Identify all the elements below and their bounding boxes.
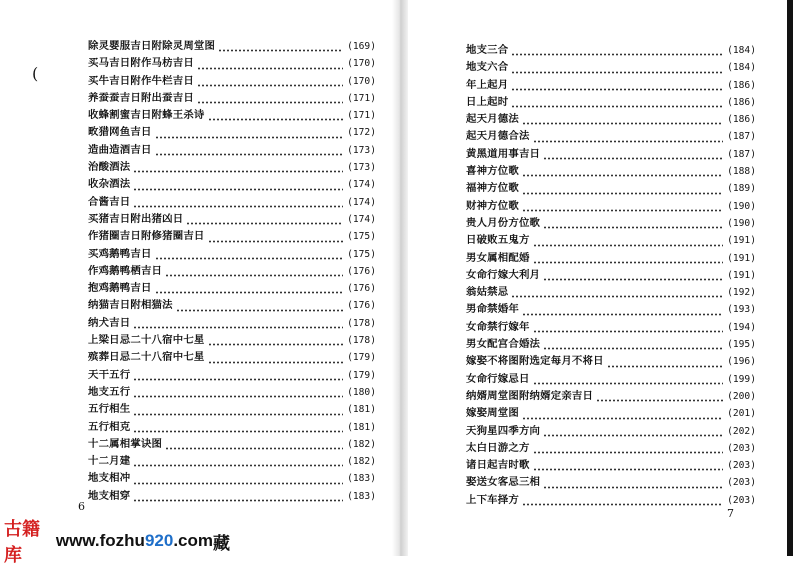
toc-entry-page: (181) xyxy=(347,421,376,433)
toc-entry[interactable] xyxy=(466,111,756,128)
toc-entry-title: 地支三合 xyxy=(466,44,509,56)
toc-entry[interactable] xyxy=(466,474,756,491)
toc-leader-dots xyxy=(511,287,723,298)
toc-entry[interactable] xyxy=(88,384,376,401)
toc-entry[interactable] xyxy=(466,457,756,474)
toc-entry[interactable] xyxy=(88,246,376,263)
toc-entry-page: (191) xyxy=(727,269,756,281)
toc-leader-dots xyxy=(165,266,343,277)
toc-entry-page: (184) xyxy=(727,45,756,56)
left-page xyxy=(0,0,400,556)
toc-entry-page: (188) xyxy=(727,166,756,178)
toc-entry-title: 上下车择方 xyxy=(466,493,519,506)
toc-entry-title: 买马吉日附作马枋吉日 xyxy=(88,57,194,70)
toc-entry-title: 作鸡鹅鸭栖吉日 xyxy=(88,264,163,277)
toc-leader-dots xyxy=(522,495,723,506)
toc-leader-dots xyxy=(533,374,724,385)
toc-entry-title: 纳猫吉日附相猫法 xyxy=(88,299,173,312)
watermark-trailing: 藏 xyxy=(213,533,230,553)
toc-entry-title: 买猪吉日附出猪凶日 xyxy=(88,212,184,225)
toc-entry-page: (189) xyxy=(727,183,756,195)
toc-entry-title: 起天月德合法 xyxy=(466,130,530,143)
toc-entry-title: 男女配宫合婚法 xyxy=(466,338,541,351)
toc-leader-dots xyxy=(511,97,723,108)
toc-entry[interactable] xyxy=(88,470,376,487)
toc-entry-page: (187) xyxy=(727,148,756,160)
toc-entry-page: (183) xyxy=(347,473,376,485)
toc-entry-title: 地支相穿 xyxy=(88,489,131,502)
toc-entry-page: (179) xyxy=(347,369,376,381)
toc-entry-page: (191) xyxy=(727,252,756,264)
toc-entry[interactable] xyxy=(466,42,756,59)
toc-entry[interactable] xyxy=(466,301,756,318)
right-page xyxy=(400,0,793,556)
toc-entry[interactable] xyxy=(88,401,376,418)
toc-leader-dots xyxy=(543,339,723,350)
toc-entry-page: (170) xyxy=(347,75,376,87)
toc-entry-page: (183) xyxy=(347,490,376,502)
toc-entry[interactable] xyxy=(466,180,756,197)
toc-leader-dots xyxy=(522,201,723,212)
toc-entry[interactable] xyxy=(88,194,376,211)
toc-list-left xyxy=(88,38,376,505)
toc-entry-title: 五行相生 xyxy=(88,403,131,416)
toc-entry[interactable] xyxy=(466,250,756,267)
toc-leader-dots xyxy=(186,214,343,225)
toc-entry-page: (175) xyxy=(347,231,376,243)
toc-entry-title: 起天月德法 xyxy=(466,113,519,126)
watermark-url-suffix: .com xyxy=(173,531,213,550)
page-number-right: 7 xyxy=(727,507,734,520)
toc-entry-title: 日上起时 xyxy=(466,95,509,108)
toc-entry-page: (196) xyxy=(727,356,756,368)
toc-entry-page: (199) xyxy=(727,373,756,385)
toc-entry-title: 天狗星四季方向 xyxy=(466,424,541,437)
toc-leader-dots xyxy=(197,59,343,70)
toc-entry-title: 男女属相配婚 xyxy=(466,251,530,264)
toc-leader-dots xyxy=(133,474,343,485)
toc-entry-page: (201) xyxy=(727,408,756,420)
toc-entry-page: (202) xyxy=(727,425,756,437)
toc-entry-page: (203) xyxy=(727,460,756,472)
toc-entry-title: 翁姑禁忌 xyxy=(466,286,509,299)
toc-entry-title: 诸日起吉时歌 xyxy=(466,459,530,472)
toc-entry-title: 抱鸡鹅鸭吉日 xyxy=(88,282,152,295)
toc-entry[interactable] xyxy=(466,423,756,440)
toc-leader-dots xyxy=(208,110,344,121)
toc-entry-title: 男命禁婚年 xyxy=(466,303,519,316)
toc-entry[interactable] xyxy=(466,353,756,370)
toc-entry[interactable] xyxy=(88,228,376,245)
toc-leader-dots xyxy=(543,149,723,160)
toc-leader-dots xyxy=(522,184,723,195)
toc-entry[interactable] xyxy=(466,371,756,388)
toc-leader-dots xyxy=(522,305,723,316)
toc-entry-page: (178) xyxy=(347,335,376,347)
toc-entry[interactable] xyxy=(466,232,756,249)
toc-entry[interactable] xyxy=(88,124,376,141)
toc-leader-dots xyxy=(218,41,343,52)
toc-entry-title: 地支六合 xyxy=(466,61,509,74)
toc-entry-title: 作猪圈吉日附修猪圈吉日 xyxy=(88,230,205,243)
watermark-url-prefix: www.fozhu xyxy=(55,531,145,550)
toc-entry-page: (186) xyxy=(727,79,756,91)
toc-entry-page: (203) xyxy=(727,494,756,506)
toc-entry-title: 嫁娶周堂图 xyxy=(466,407,519,420)
toc-entry-title: 上梁日忌二十八宿中七星 xyxy=(88,334,205,347)
toc-entry-page: (174) xyxy=(347,196,376,208)
toc-entry[interactable] xyxy=(466,440,756,457)
toc-leader-dots xyxy=(133,318,343,329)
toc-entry-title: 地支五行 xyxy=(88,385,131,398)
toc-entry[interactable] xyxy=(466,94,756,111)
toc-entry-title: 五行相克 xyxy=(88,420,131,433)
toc-entry-title: 治酸酒法 xyxy=(88,161,131,174)
toc-entry[interactable] xyxy=(88,332,376,349)
toc-entry[interactable] xyxy=(88,436,376,453)
toc-entry[interactable] xyxy=(466,128,756,145)
page-number-left: 6 xyxy=(78,500,85,513)
toc-entry-page: (203) xyxy=(727,442,756,454)
toc-leader-dots xyxy=(533,132,724,143)
toc-entry[interactable] xyxy=(466,146,756,163)
toc-leader-dots xyxy=(165,439,343,450)
toc-entry[interactable] xyxy=(466,319,756,336)
toc-entry-title: 十二属相掌诀图 xyxy=(88,437,163,450)
toc-entry-page: (194) xyxy=(727,321,756,333)
toc-leader-dots xyxy=(533,460,724,471)
toc-entry[interactable] xyxy=(466,198,756,215)
toc-entry-page: (176) xyxy=(347,265,376,277)
toc-entry-title: 女命行嫁大利月 xyxy=(466,268,541,281)
toc-entry-title: 收杂酒法 xyxy=(88,178,131,191)
toc-entry-title: 女命禁行嫁年 xyxy=(466,320,530,333)
toc-entry-page: (170) xyxy=(347,58,376,70)
toc-entry-title: 财神方位歌 xyxy=(466,199,519,212)
toc-entry-title: 殡葬日忌二十八宿中七星 xyxy=(88,351,205,364)
toc-leader-dots xyxy=(208,232,344,243)
toc-entry[interactable] xyxy=(88,367,376,384)
toc-entry-page: (174) xyxy=(347,213,376,225)
toc-leader-dots xyxy=(543,270,723,281)
toc-leader-dots xyxy=(133,162,343,173)
toc-leader-dots xyxy=(133,370,343,381)
toc-entry[interactable] xyxy=(466,284,756,301)
toc-leader-dots xyxy=(155,128,344,139)
toc-entry-page: (195) xyxy=(727,339,756,351)
toc-entry-title: 十二月建 xyxy=(88,455,131,468)
toc-entry-title: 贵人月份方位歌 xyxy=(466,216,541,229)
toc-entry-page: (190) xyxy=(727,200,756,212)
toc-leader-dots xyxy=(533,443,724,454)
toc-list-right xyxy=(466,42,756,509)
toc-leader-dots xyxy=(133,422,343,433)
toc-leader-dots xyxy=(511,45,723,56)
toc-entry-page: (191) xyxy=(727,235,756,247)
toc-leader-dots xyxy=(511,63,723,74)
toc-entry-title: 纳婿周堂图附纳婿定亲吉日 xyxy=(466,389,594,402)
toc-leader-dots xyxy=(155,249,344,260)
toc-leader-dots xyxy=(133,456,343,467)
toc-entry-page: (180) xyxy=(347,386,376,398)
toc-leader-dots xyxy=(533,236,724,247)
toc-entry[interactable] xyxy=(466,267,756,284)
toc-leader-dots xyxy=(155,145,344,156)
toc-entry-page: (186) xyxy=(727,96,756,108)
toc-entry[interactable] xyxy=(466,163,756,180)
toc-leader-dots xyxy=(133,387,343,398)
toc-entry[interactable] xyxy=(466,215,756,232)
toc-entry[interactable] xyxy=(466,388,756,405)
toc-entry-page: (200) xyxy=(727,390,756,402)
toc-entry-title: 地支相冲 xyxy=(88,472,131,485)
toc-entry-title: 畋猎网鱼吉日 xyxy=(88,126,152,139)
toc-entry-title: 年上起月 xyxy=(466,78,509,91)
toc-entry[interactable] xyxy=(88,488,376,505)
toc-entry-page: (179) xyxy=(347,352,376,364)
toc-leader-dots xyxy=(155,283,344,294)
toc-entry-page: (169) xyxy=(347,41,376,52)
toc-entry-page: (173) xyxy=(347,144,376,156)
toc-entry[interactable] xyxy=(88,176,376,193)
toc-entry-page: (193) xyxy=(727,304,756,316)
toc-entry[interactable] xyxy=(88,349,376,366)
toc-leader-dots xyxy=(543,218,723,229)
watermark-url-number: 920 xyxy=(144,531,174,550)
toc-entry-title: 天干五行 xyxy=(88,368,131,381)
toc-leader-dots xyxy=(533,322,724,333)
toc-entry-page: (181) xyxy=(347,404,376,416)
toc-leader-dots xyxy=(176,301,343,312)
toc-entry-page: (171) xyxy=(347,92,376,104)
toc-entry-page: (176) xyxy=(347,300,376,312)
toc-entry-title: 喜神方位歌 xyxy=(466,165,519,178)
toc-entry-page: (192) xyxy=(727,287,756,299)
toc-entry[interactable] xyxy=(466,59,756,76)
toc-entry[interactable] xyxy=(88,107,376,124)
toc-entry-title: 纳犬吉日 xyxy=(88,316,131,329)
toc-entry[interactable] xyxy=(88,280,376,297)
toc-entry-title: 太白日游之方 xyxy=(466,441,530,454)
toc-entry[interactable] xyxy=(88,159,376,176)
margin-mark: ( xyxy=(32,64,39,83)
toc-leader-dots xyxy=(197,93,343,104)
toc-entry-page: (171) xyxy=(347,110,376,122)
toc-entry-page: (184) xyxy=(727,62,756,74)
toc-entry-page: (182) xyxy=(347,456,376,468)
toc-entry-page: (182) xyxy=(347,438,376,450)
toc-leader-dots xyxy=(208,353,344,364)
toc-entry-page: (187) xyxy=(727,131,756,143)
toc-entry-title: 日破败五鬼方 xyxy=(466,234,530,247)
toc-leader-dots xyxy=(522,166,723,177)
toc-entry-title: 合酱吉日 xyxy=(88,195,131,208)
toc-entry[interactable] xyxy=(88,315,376,332)
toc-leader-dots xyxy=(208,335,344,346)
toc-leader-dots xyxy=(197,76,343,87)
toc-leader-dots xyxy=(543,426,723,437)
toc-leader-dots xyxy=(607,357,723,368)
toc-entry[interactable] xyxy=(88,453,376,470)
toc-entry-page: (173) xyxy=(347,162,376,174)
toc-entry[interactable] xyxy=(88,297,376,314)
toc-leader-dots xyxy=(133,491,343,502)
toc-entry[interactable] xyxy=(88,38,376,55)
toc-entry-title: 女命行嫁忌日 xyxy=(466,372,530,385)
toc-entry-page: (178) xyxy=(347,317,376,329)
toc-entry-title: 买鸡鹅鸭吉日 xyxy=(88,247,152,260)
toc-entry-page: (172) xyxy=(347,127,376,139)
toc-entry-title: 造曲造酒吉日 xyxy=(88,143,152,156)
scan-edge xyxy=(787,0,793,556)
toc-leader-dots xyxy=(133,180,343,191)
toc-leader-dots xyxy=(133,405,343,416)
toc-entry[interactable] xyxy=(88,142,376,159)
toc-entry[interactable] xyxy=(88,73,376,90)
toc-entry-title: 福神方位歌 xyxy=(466,182,519,195)
toc-leader-dots xyxy=(522,114,723,125)
toc-entry[interactable] xyxy=(88,419,376,436)
toc-entry-page: (186) xyxy=(727,114,756,126)
toc-leader-dots xyxy=(596,391,723,402)
toc-entry-page: (190) xyxy=(727,217,756,229)
toc-entry[interactable] xyxy=(88,263,376,280)
toc-entry[interactable] xyxy=(88,211,376,228)
toc-entry[interactable] xyxy=(88,90,376,107)
toc-entry-page: (174) xyxy=(347,179,376,191)
toc-entry-title: 嫁娶不将图附选定每月不将日 xyxy=(466,355,604,368)
toc-entry[interactable] xyxy=(466,492,756,509)
toc-leader-dots xyxy=(543,478,723,489)
toc-entry[interactable] xyxy=(88,55,376,72)
toc-leader-dots xyxy=(511,80,723,91)
watermark[interactable] xyxy=(0,519,230,565)
toc-leader-dots xyxy=(533,253,724,264)
toc-entry-title: 养蚕蚕吉日附出蚕吉日 xyxy=(88,91,194,104)
toc-entry-page: (175) xyxy=(347,248,376,260)
toc-entry-title: 买牛吉日附作牛栏吉日 xyxy=(88,74,194,87)
toc-entry-title: 收蜂割蜜吉日附蜂王杀诗 xyxy=(88,109,205,122)
toc-leader-dots xyxy=(133,197,343,208)
toc-entry-page: (176) xyxy=(347,283,376,295)
toc-entry[interactable] xyxy=(466,336,756,353)
toc-entry-title: 娶送女客忌三相 xyxy=(466,476,541,489)
toc-entry[interactable] xyxy=(466,405,756,422)
toc-entry-title: 黄黑道用事吉日 xyxy=(466,147,541,160)
toc-entry[interactable] xyxy=(466,77,756,94)
toc-leader-dots xyxy=(522,409,723,420)
watermark-site-name: 古籍库 xyxy=(4,519,40,565)
toc-entry-title: 除灵婴服吉日附除灵周堂图 xyxy=(88,40,216,52)
toc-entry-page: (203) xyxy=(727,477,756,489)
